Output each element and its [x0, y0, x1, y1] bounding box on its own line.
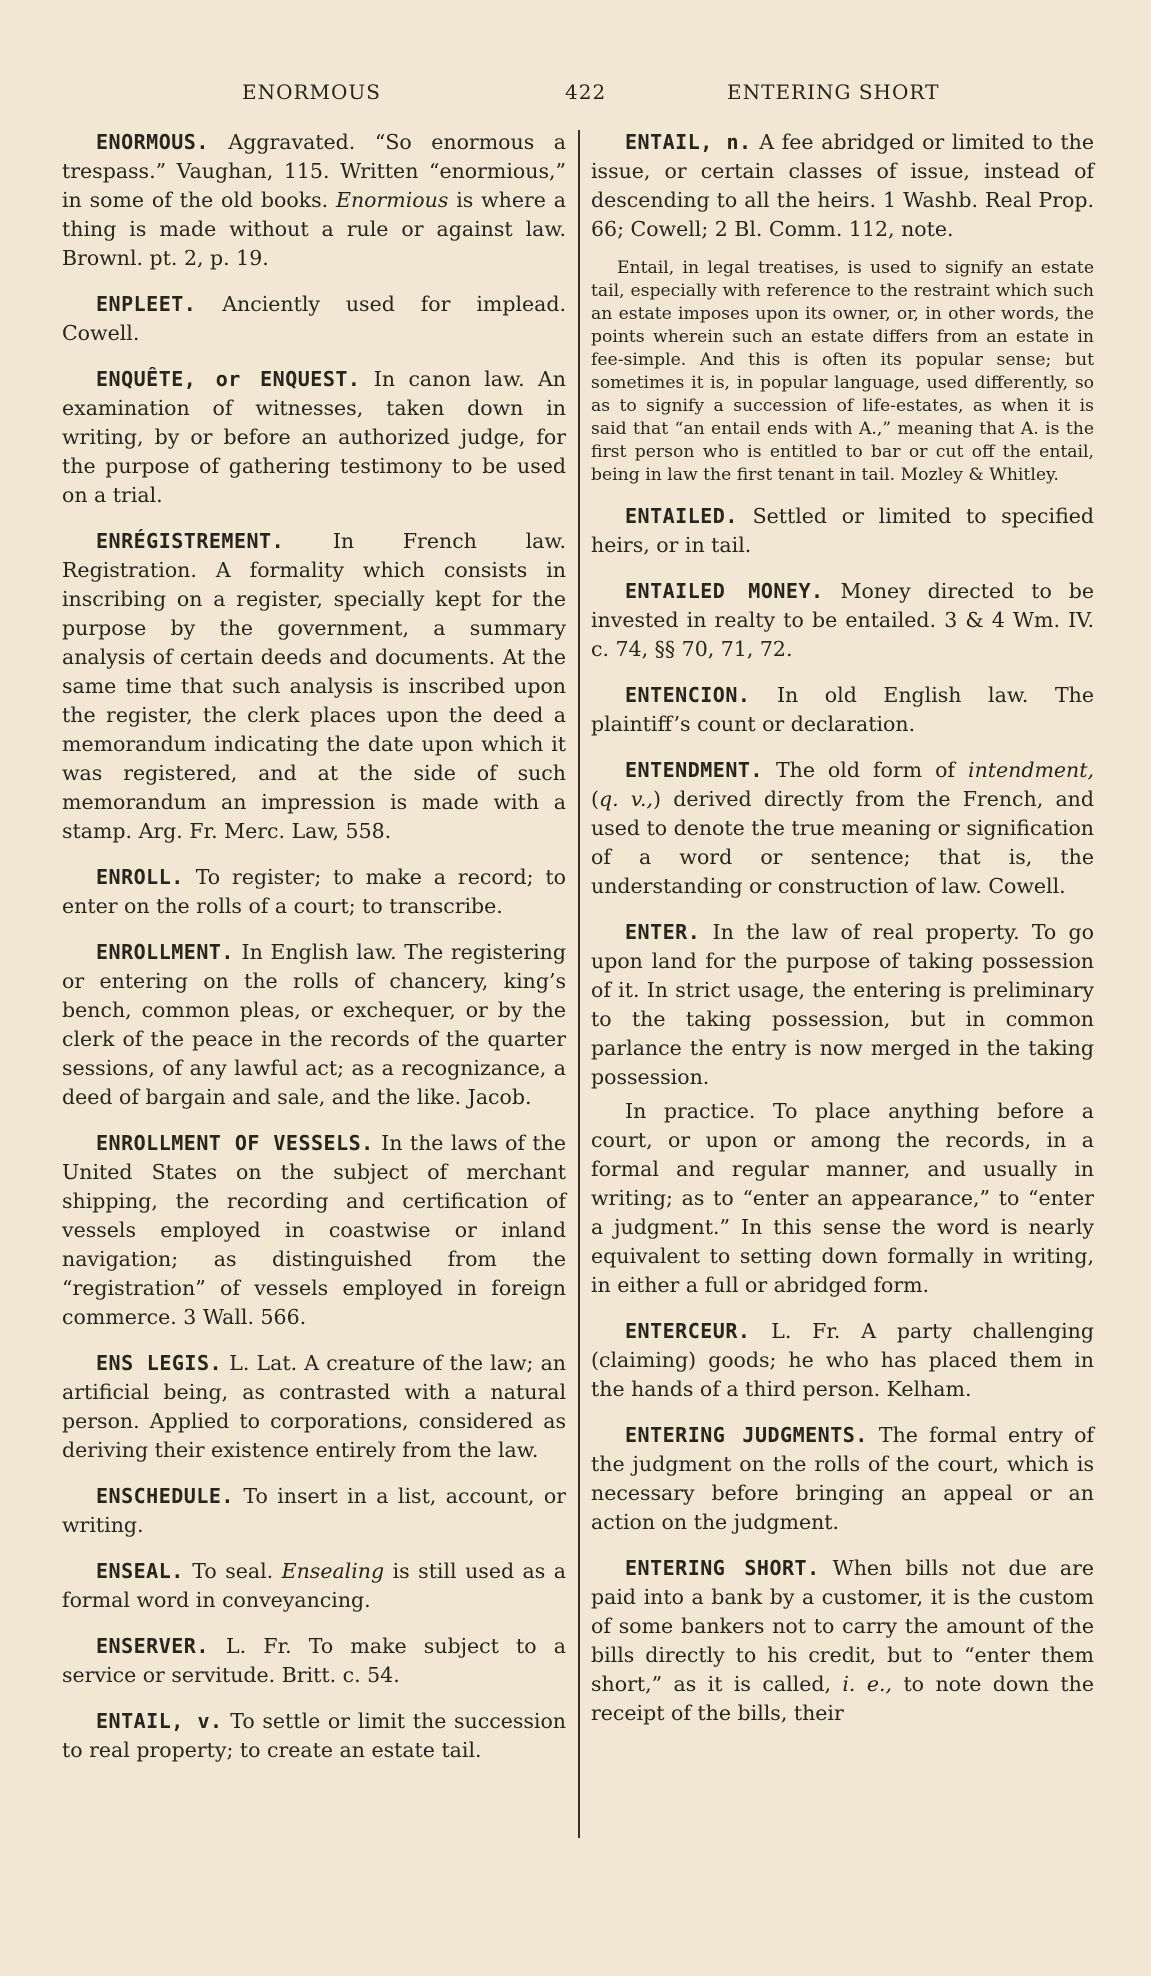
entry-enter — [591, 918, 1094, 1092]
definition: L. Fr. To make subject to a service or servitude. Britt. c. 54. — [62, 1634, 566, 1687]
headword: ENTERING SHORT. — [625, 1556, 820, 1580]
entry-enroll — [62, 863, 566, 921]
headword: ENTAIL, v. — [96, 1709, 223, 1733]
definition: When bills not due are paid into a bank by a customer, it is the custom of some bankers not to carry the amount of the bills directly to his credit, but to “enter them short,” as it is called, — [591, 1556, 1094, 1696]
entry-enserver — [62, 1632, 566, 1690]
headword: ENSERVER. — [96, 1634, 209, 1658]
enter-practice: In practice. To place anything before a court, or upon or among the records, in a formal and regular manner, and usually in writing; as to “enter an appearance,” to “enter a judgment.” In this sense the word is nearly equivalent to setting down formally in writing, in either a full or abridged form. — [591, 1099, 1094, 1297]
entry-entendment — [591, 756, 1094, 901]
right-column — [591, 128, 1094, 1745]
entry-enterceur — [591, 1317, 1094, 1404]
definition: To insert in a list, account, or writing. — [62, 1484, 566, 1537]
left-column — [62, 128, 566, 1782]
entry-entailed — [591, 502, 1094, 560]
headword: ENROLLMENT OF VESSELS. — [96, 1131, 374, 1155]
column-divider — [578, 130, 580, 1838]
definition: In English law. The registering or entering on the rolls of chancery, king’s bench, common pleas, or exchequer, or by the clerk of the peace in the records of the quarter sessions, of any lawful act; as a recognizance, a deed of bargain and sale, and the like. Jacob. — [62, 940, 566, 1109]
headword: ENQUÊTE, or ENQUEST. — [96, 367, 361, 391]
definition: Aggravated. “So enormous a trespass.” Vaughan, 115. Written “enormious,” in some of the old books. — [62, 130, 566, 212]
entry-enschedule — [62, 1482, 566, 1540]
italic-term: q. v., — [599, 787, 654, 811]
definition: The old form of — [762, 758, 969, 782]
definition: ( — [591, 787, 599, 811]
definition: In French law. Registration. A formality which consists in inscribing on a register, specially kept for the purpose by the government, a summary analysis of certain deeds and documents. At the same time that such analysis is inscribed upon the register, the clerk places upon the deed a memorandum indicating the date upon which it was registered, and at the side of such memorandum an impression is made with a stamp. Arg. Fr. Merc. Law, 558. — [62, 529, 566, 843]
entry-entering-short — [591, 1554, 1094, 1728]
definition: In the law of real property. To go upon land for the purpose of taking possession of it. In strict usage, the entering is preliminary to the taking possession, but in common parlance the entry is now merged in the taking possession. — [591, 920, 1094, 1089]
definition: Anciently used for implead. Cowell. — [62, 292, 566, 345]
headword: ENSCHEDULE. — [96, 1484, 234, 1508]
headword: ENTERCEUR. — [625, 1319, 751, 1343]
headword: ENTAIL, n. — [625, 130, 752, 154]
headword: ENS LEGIS. — [96, 1351, 223, 1375]
entry-entail-noun — [591, 128, 1094, 244]
headword: ENTER. — [625, 920, 701, 944]
italic-term: intendment, — [968, 758, 1094, 782]
running-head-right: ENTERING SHORT — [727, 80, 940, 104]
definition: The formal entry of the judgment on the rolls of the court, which is necessary before bringing an appeal or an action on the judgment. — [591, 1423, 1094, 1534]
definition: to note down the receipt of the bills, their — [591, 1672, 1094, 1725]
entry-ens-legis — [62, 1349, 566, 1465]
entry-entail-verb — [62, 1707, 566, 1765]
definition: L. Fr. A party challenging (claiming) goods; he who has placed them in the hands of a third person. Kelham. — [591, 1319, 1094, 1401]
definition: In old English law. The plaintiff’s count or declaration. — [591, 683, 1094, 736]
entry-entering-judgments — [591, 1421, 1094, 1537]
italic-term: Enormious — [336, 188, 449, 212]
headword: ENTERING JUDGMENTS. — [625, 1423, 868, 1447]
running-head-left: ENORMOUS — [242, 80, 381, 104]
definition: is where a thing is made without a rule or against law. Brownl. pt. 2, p. 19. — [62, 188, 566, 270]
italic-term: i. e., — [842, 1672, 893, 1696]
entail-note: Entail, in legal treatises, is used to signify an estate tail, especially with reference to the restraint which such an estate imposes upon its owner, or, in other words, the points wherein such an estate differs from an estate in fee-simple. And this is often its popular sense; but sometimes it is, in popular language, used differently, so as to signify a succession of life-estates, as when it is said that “an entail ends with A.,” meaning that A. is the first person who is entitled to bar or cut off the entail, being in law the first tenant in tail. Mozley & Whitley. — [591, 258, 1094, 485]
definition: To settle or limit the succession to real property; to create an estate tail. — [62, 1709, 566, 1762]
headword: ENTENDMENT. — [625, 758, 763, 782]
headword: ENROLL. — [96, 865, 184, 889]
definition: L. Lat. A creature of the law; an artificial being, as contrasted with a natural person. Applied to corporations, considered as deriving their existence entirely from the law. — [62, 1351, 566, 1462]
entry-enormous — [62, 128, 566, 273]
definition: In canon law. An examination of witnesses, taken down in writing, by or before an authorized judge, for the purpose of gathering testimony to be used on a trial. — [62, 367, 566, 507]
headword: ENTAILED MONEY. — [625, 579, 824, 603]
headword: ENPLEET. — [96, 292, 197, 316]
entry-enrollment-of-vessels — [62, 1129, 566, 1332]
entry-enquete — [62, 365, 566, 510]
entry-enseal — [62, 1557, 566, 1615]
entry-enregistrement — [62, 527, 566, 846]
definition: ) derived directly from the French, and used to denote the true meaning or signification of a word or sentence; that is, the understanding or construction of law. Cowell. — [591, 787, 1094, 898]
headword: ENTENCION. — [625, 683, 751, 707]
definition: In the laws of the United States on the subject of merchant shipping, the recording and certification of vessels employed in coastwise or inland navigation; as distinguished from the “registration” of vessels employed in foreign commerce. 3 Wall. 566. — [62, 1131, 566, 1329]
definition: To register; to make a record; to enter on the rolls of a court; to transcribe. — [62, 865, 566, 918]
entry-entencion — [591, 681, 1094, 739]
headword: ENORMOUS. — [96, 130, 209, 154]
headword: ENROLLMENT. — [96, 940, 234, 964]
definition: A fee abridged or limited to the issue, or certain classes of issue, instead of descending to all the heirs. 1 Washb. Real Prop. 66; Cowell; 2 Bl. Comm. 112, note. — [591, 130, 1094, 241]
definition: is still used as a formal word in conveyancing. — [62, 1559, 567, 1612]
entry-entailed-money — [591, 577, 1094, 664]
headword: ENRÉGISTREMENT. — [96, 529, 285, 553]
definition: To seal. — [183, 1559, 282, 1583]
definition: Money directed to be invested in realty to be entailed. 3 & 4 Wm. IV. c. 74, §§ 70, 71, 72. — [591, 579, 1094, 661]
entry-enpleet — [62, 290, 566, 348]
page-number: 422 — [565, 80, 607, 104]
entry-enrollment — [62, 938, 566, 1112]
headword: ENSEAL. — [96, 1559, 184, 1583]
page-header — [60, 80, 1090, 110]
italic-term: Ensealing — [281, 1559, 385, 1583]
definition: Settled or limited to specified heirs, or in tail. — [591, 504, 1094, 557]
headword: ENTAILED. — [625, 504, 738, 528]
